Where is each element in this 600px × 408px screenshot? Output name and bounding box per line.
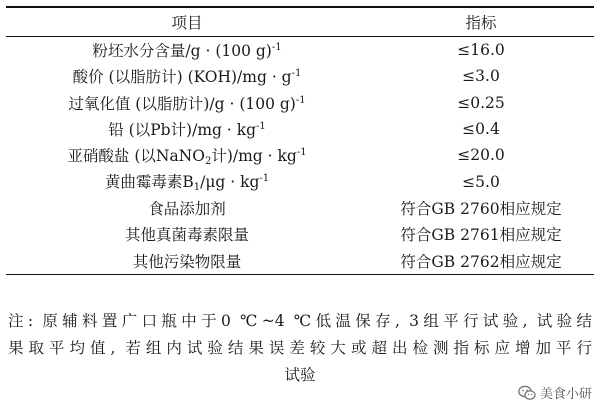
row-item: 亚硝酸盐 (以NaNO$_2$计)$/mg \cdot kg^{-1}$	[67, 146, 307, 167]
row-standard: 符合GB 2760相应规定	[400, 199, 562, 218]
note-line: 果取平均值, 若组内试验结果误差较大或超出检测指标应增加平行	[8, 339, 592, 357]
table-row	[6, 116, 594, 142]
header-item: 项目	[171, 14, 203, 32]
row-standard: 符合GB 2762相应规定	[400, 252, 562, 271]
table-row	[6, 168, 594, 194]
table-row	[6, 195, 594, 221]
row-item: 其他污染物限量	[132, 252, 242, 271]
row-standard: ≤0.25	[457, 93, 505, 112]
table-row	[6, 63, 594, 89]
row-standard: ≤16.0	[457, 41, 505, 60]
note-line: 试验	[284, 366, 316, 384]
row-item: 粉坯水分含量/g · (100 g)$^{-1}$	[92, 42, 282, 61]
watermark-text: 美食小研	[539, 387, 592, 402]
row-item: 黄曲霉毒素$B_1/\mu g \cdot kg^{-1}$	[104, 173, 270, 194]
table-note	[8, 308, 592, 389]
table-row	[6, 37, 594, 64]
row-item: 铅 (以Pb计)$/mg \cdot kg^{-1}$	[108, 121, 266, 140]
row-item: 其他真菌毒素限量	[124, 226, 249, 245]
note-line: 注: 原辅料置广口瓶中于0 ℃~4 ℃低温保存, 3组平行试验, 试验结	[8, 312, 592, 330]
row-standard: 符合GB 2761相应规定	[400, 226, 562, 245]
wechat-icon	[518, 385, 536, 401]
table-header-row	[6, 7, 594, 37]
watermark	[518, 383, 592, 402]
table-row	[6, 247, 594, 274]
row-item: 酸价 (以脂肪计) $(KOH)/mg \cdot g^{-1}$	[72, 68, 302, 87]
standards-table	[6, 6, 594, 275]
row-item: 过氧化值 (以脂肪计)/g · (100 g)$^{-1}$	[68, 94, 306, 113]
table-row	[6, 221, 594, 247]
header-standard: 指标	[465, 14, 497, 32]
row-standard: ≤3.0	[462, 67, 500, 86]
table-row	[6, 90, 594, 116]
row-standard: ≤0.4	[462, 120, 500, 139]
row-standard: ≤20.0	[457, 146, 505, 165]
table-row	[6, 142, 594, 168]
row-item: 食品添加剂	[148, 199, 226, 218]
row-standard: ≤5.0	[462, 172, 500, 191]
